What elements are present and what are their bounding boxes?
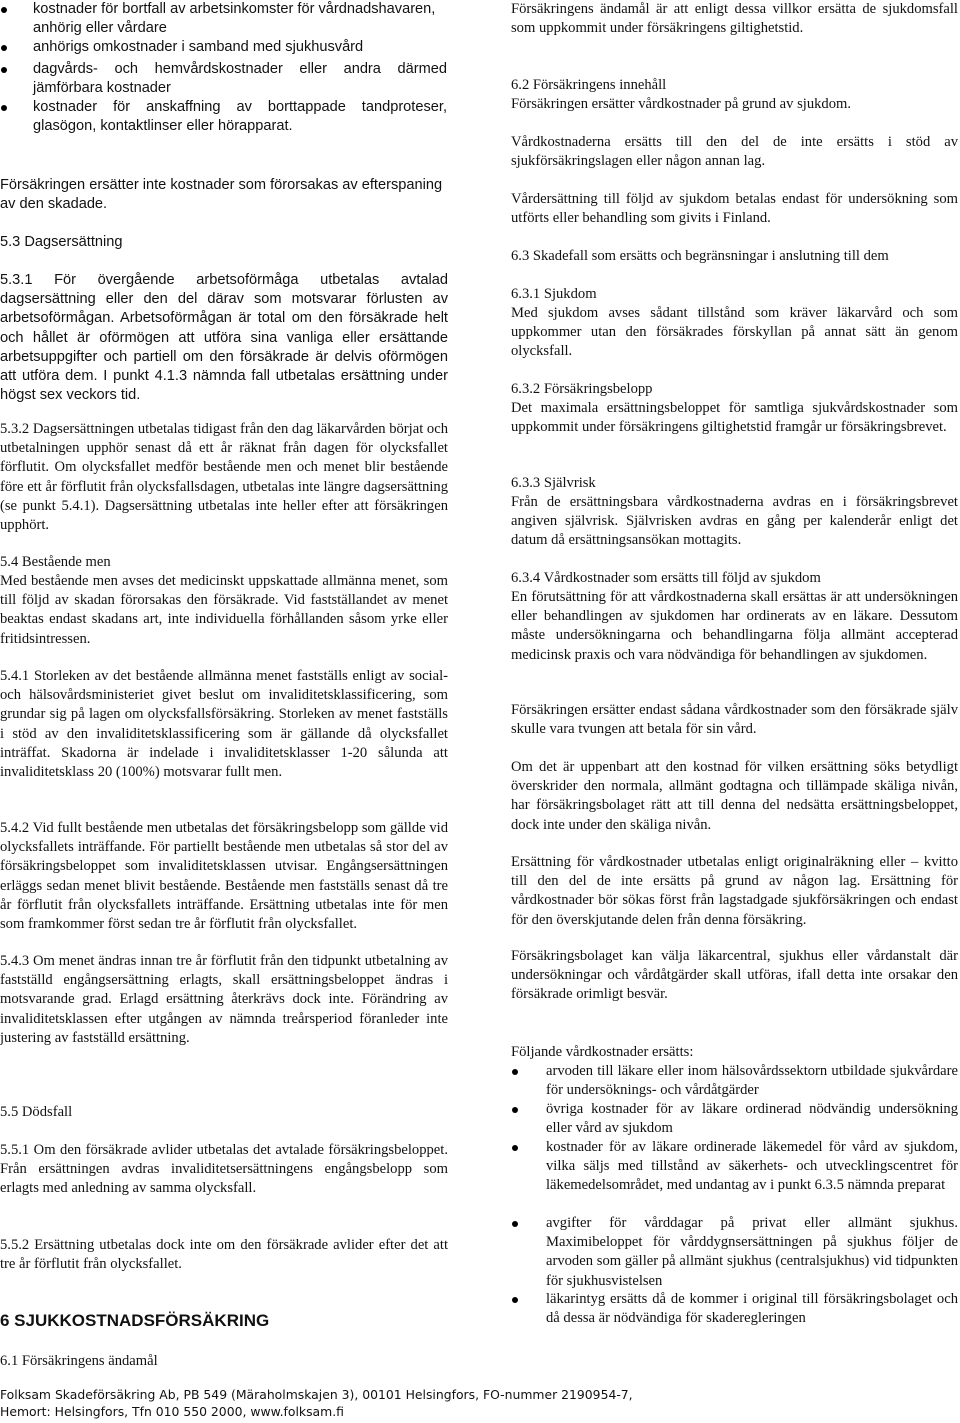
section-5-4-3-paragraph: 5.4.3 Om menet ändras innan tre år förflutit från den tidpunkt utbetalning av fastställd engångsersättning erlagts, skall ersättningsbeloppet ändras i motsvarande grad. Erlagd ersättning återkrävs dock inte. Förändring av invaliditetsklassen efter utgången av nämnda treårsperiod föranleder inte justering av fastställd ersättning.	[0, 953, 448, 1046]
section-6-2-line: Försäkringen ersätter vårdkostnader på grund av sjukdom.	[511, 96, 852, 112]
bullet-icon	[1, 7, 7, 13]
list-item	[546, 1214, 958, 1291]
covered-costs-intro: Följande vårdkostnader ersätts:	[511, 1044, 694, 1060]
page-footer	[0, 1387, 960, 1421]
bullet-text: kostnader för anskaffning av borttappade tandproteser, glasögon, kontaktlinser eller hörapparat.	[33, 99, 447, 135]
bullet-text: övriga kostnader för av läkare ordinerad nödvändig undersökning eller vård av sjukdom	[546, 1101, 958, 1137]
section-5-3-2-paragraph: 5.3.2 Dagsersättningen utbetalas tidigast från den dag läkarvården börjat och utbetalningen upphör senast då ett år räknat från dagen för olycksfallet förflutit. Om olycksfallet medför bestående men och menet blir bestående före ett år förflutit från olycksfallsdagen, utbetalas inte längre dagsersättning (se punkt 5.4.1). Dagsersättning utbetalas inte heller efter att försäkringen upphört.	[0, 421, 448, 534]
list-item	[546, 1290, 958, 1328]
section-6-3-3-heading: 6.3.3 Självrisk	[511, 475, 596, 491]
reasonable-level-paragraph: Om det är uppenbart att den kostnad för vilken ersättning söks betydligt överskrider den normala, allmänt godtagna och tillämpade skäliga nivån, har försäkringsbolaget rätt att till denna del nedsätta ersättningsbeloppet, dock inte under den skäliga nivån.	[511, 759, 958, 833]
bullet-icon	[1, 67, 7, 73]
bullet-icon	[1, 105, 7, 111]
bullet-icon	[512, 1221, 518, 1227]
list-item	[546, 1100, 958, 1138]
section-6-3-4-paragraph: En förutsättning för att vårdkostnaderna skall ersättas är att undersökningen eller behandlingen av sjukdomen har ordinerats av en läkare. Dessutom måste undersökningarna och behandlingarna följa allmänt accepterad medicinsk praxis och vara nödvändiga för behandlingen av sjukdomen.	[511, 589, 958, 663]
section-6-2-heading: 6.2 Försäkringens innehåll	[511, 77, 667, 93]
section-6-2-paragraph-2: Vårdkostnaderna ersätts till den del de inte ersätts i stöd av sjukförsäkringslagen eller någon annan lag.	[511, 134, 958, 170]
list-item	[33, 38, 447, 57]
exclusion-paragraph: Försäkringen ersätter inte kostnader som förorsakas av efterspaning av den skadade.	[0, 177, 443, 213]
bullet-text: anhörigs omkostnader i samband med sjukhusvård	[33, 39, 364, 55]
list-item	[33, 98, 447, 136]
bullet-text: arvoden till läkare eller inom hälsovårdssektorn utbildade sjukvårdare för undersöknings- och vårdåtgärder	[546, 1063, 958, 1099]
section-6-3-heading: 6.3 Skadefall som ersätts och begränsningar i anslutning till dem	[511, 248, 889, 264]
bullet-icon	[512, 1297, 518, 1303]
section-6-3-4-heading: 6.3.4 Vårdkostnader som ersätts till följd av sjukdom	[511, 570, 821, 586]
section-5-4-1-paragraph: 5.4.1 Storleken av det bestående allmänna menet fastställs enligt av social- och hälsovårdsministeriet givet beslut om invaliditetsklassificering, som grundar sig på lagen om olycksfallsförsäkring. Storleken av menet fastställs i stöd av den invaliditetsklassificering som är gällande då olycksfallet inträffat. Skadorna är indelade i invaliditetsklasser 1-20 sålunda att invaliditetsklass 20 (100%) motsvarar fullt men.	[0, 668, 448, 781]
list-item	[33, 0, 447, 38]
section-5-3-heading: 5.3 Dagsersättning	[0, 234, 123, 250]
bullet-text: avgifter för vårddagar på privat eller allmänt sjukhus. Maximibeloppet för vårddygnsersättningen på sjukhus följer de arvoden som gäller på allmänt sjukhus (centralsjukhus) vid tidpunkten för sjukhusvistelsen	[546, 1215, 958, 1289]
list-item	[546, 1138, 958, 1196]
section-6-3-2-heading: 6.3.2 Försäkringsbelopp	[511, 381, 653, 397]
bullet-text: dagvårds- och hemvårdskostnader eller andra därmed jämförbara kostnader	[33, 61, 447, 97]
bullet-text: läkarintyg ersätts då de kommer i original till försäkringsbolaget och då dessa är nödvändiga för skaderegleringen	[546, 1291, 958, 1327]
bullet-icon	[1, 45, 7, 51]
section-5-4-2-paragraph: 5.4.2 Vid fullt bestående men utbetalas det försäkringsbelopp som gällde vid olycksfallets inträffande. För partiellt bestående men utbetalas så stor del av försäkringsbeloppet som invaliditetsklassen utvisar. Engångsersättningen erläggs sedan menet blivit bestående. Bestående men fastställs senast då tre år förflutit från olycksfallets inträffande. Ersättning utbetalas inte för men som framkommer först sedan tre år förflutit från olycksfallet.	[0, 820, 448, 933]
bullet-icon	[512, 1145, 518, 1151]
section-6-3-1-paragraph: Med sjukdom avses sådant tillstånd som kräver läkarvård och som uppkommer utan den försäkrades förskyllan på annat sätt än genom olycksfall.	[511, 305, 958, 360]
section-5-5-heading: 5.5 Dödsfall	[0, 1104, 73, 1120]
footer-line-2: Hemort: Helsingfors, Tfn 010 550 2000, www.folksam.fi	[0, 1403, 344, 1419]
section-5-3-1-paragraph: 5.3.1 För övergående arbetsoförmåga utbetalas avtalad dagsersättning eller den del därav som motsvarar förlusten av arbetsoförmågan. Arbetsoförmågan är total om den försäkrade helt och hållet är oförmögen att utföra sina vanliga eller ersättande arbetsuppgifter och partiell om den försäkrade är delvis oförmögen att utföra dem. I punkt 4.1.3 nämnda fall utbetalas ersättning under högst sex veckors tid.	[0, 272, 448, 404]
bullet-text: kostnader för bortfall av arbetsinkomster för vårdnadshavaren, anhörig eller vårdare	[33, 1, 436, 37]
original-receipt-paragraph: Ersättning för vårdkostnader utbetalas enligt originalräkning eller – kvitto till den del de inte ersätts på grund av någon lag. Ersättning för vårdkostnader bör sökas först från lagstadgade sjukförsäkringen och endast för den överskjutande delen från denna försäkring.	[511, 854, 958, 928]
section-6-3-3-paragraph: Från de ersättningsbara vårdkostnaderna avdras en i försäkringsbrevet angiven självrisk. Självrisken avdras en gång per kalenderår enligt det datum då ersättningsansökan mottagits.	[511, 494, 958, 549]
footer-line-1: Folksam Skadeförsäkring Ab, PB 549 (Märaholmskajen 3), 00101 Helsingfors, FO-nummer 2190954-7,	[0, 1387, 633, 1402]
bullet-icon	[512, 1069, 518, 1075]
section-6-1-heading: 6.1 Försäkringens ändamål	[0, 1353, 158, 1369]
list-item	[33, 60, 447, 98]
only-own-costs-paragraph: Försäkringen ersätter endast sådana vårdkostnader som den försäkrade själv skulle vara tvungen att betala för sin vård.	[511, 702, 958, 738]
section-6-3-2-paragraph: Det maximala ersättningsbeloppet för samtliga sjukvårdskostnader som uppkommit under försäkringens giltighetstid framgår ur försäkringsbrevet.	[511, 400, 958, 436]
section-5-4-heading: 5.4 Bestående men	[0, 554, 111, 570]
section-6-heading: 6 SJUKKOSTNADSFÖRSÄKRING	[0, 1311, 270, 1330]
care-facility-paragraph: Försäkringsbolaget kan välja läkarcentral, sjukhus eller vårdanstalt där undersökningar och vårdåtgärder skall utföras, ifall detta inte orsakar den försäkrade orimligt besvär.	[511, 948, 958, 1003]
bullet-text: kostnader för av läkare ordinerade läkemedel för vård av sjukdom, vilka säljs med tillstånd av säkerhets- och utvecklingscentret för läkemedelsområdet, med undantag av i punkt 6.3.5 nämnda preparat	[546, 1139, 958, 1194]
section-5-4-paragraph: Med bestående men avses det medicinskt uppskattade allmänna menet, som till följd av skadan förorsakas den försäkrade. Vid fastställandet av menet beaktas endast skadans art, inte individuella förhållanden såsom yrke eller fritidsintressen.	[0, 573, 448, 647]
section-5-5-1-paragraph: 5.5.1 Om den försäkrade avlider utbetalas det avtalade försäkringsbeloppet. Från ersättningen avdras invaliditetsersättningens engångsbelopp som erlagts med anledning av samma olycksfall.	[0, 1142, 448, 1197]
section-6-1-paragraph: Försäkringens ändamål är att enligt dessa villkor ersätta de sjukdomsfall som uppkommit under försäkringens giltighetstid.	[511, 1, 958, 37]
section-5-5-2-paragraph: 5.5.2 Ersättning utbetalas dock inte om den försäkrade avlider efter det att tre år förflutit från olycksfallet.	[0, 1237, 448, 1273]
section-6-3-1-heading: 6.3.1 Sjukdom	[511, 286, 597, 302]
list-item	[546, 1062, 958, 1100]
section-6-2-paragraph-3: Vårdersättning till följd av sjukdom betalas endast för undersökning som utförts eller behandling som givits i Finland.	[511, 191, 958, 227]
bullet-icon	[512, 1107, 518, 1113]
